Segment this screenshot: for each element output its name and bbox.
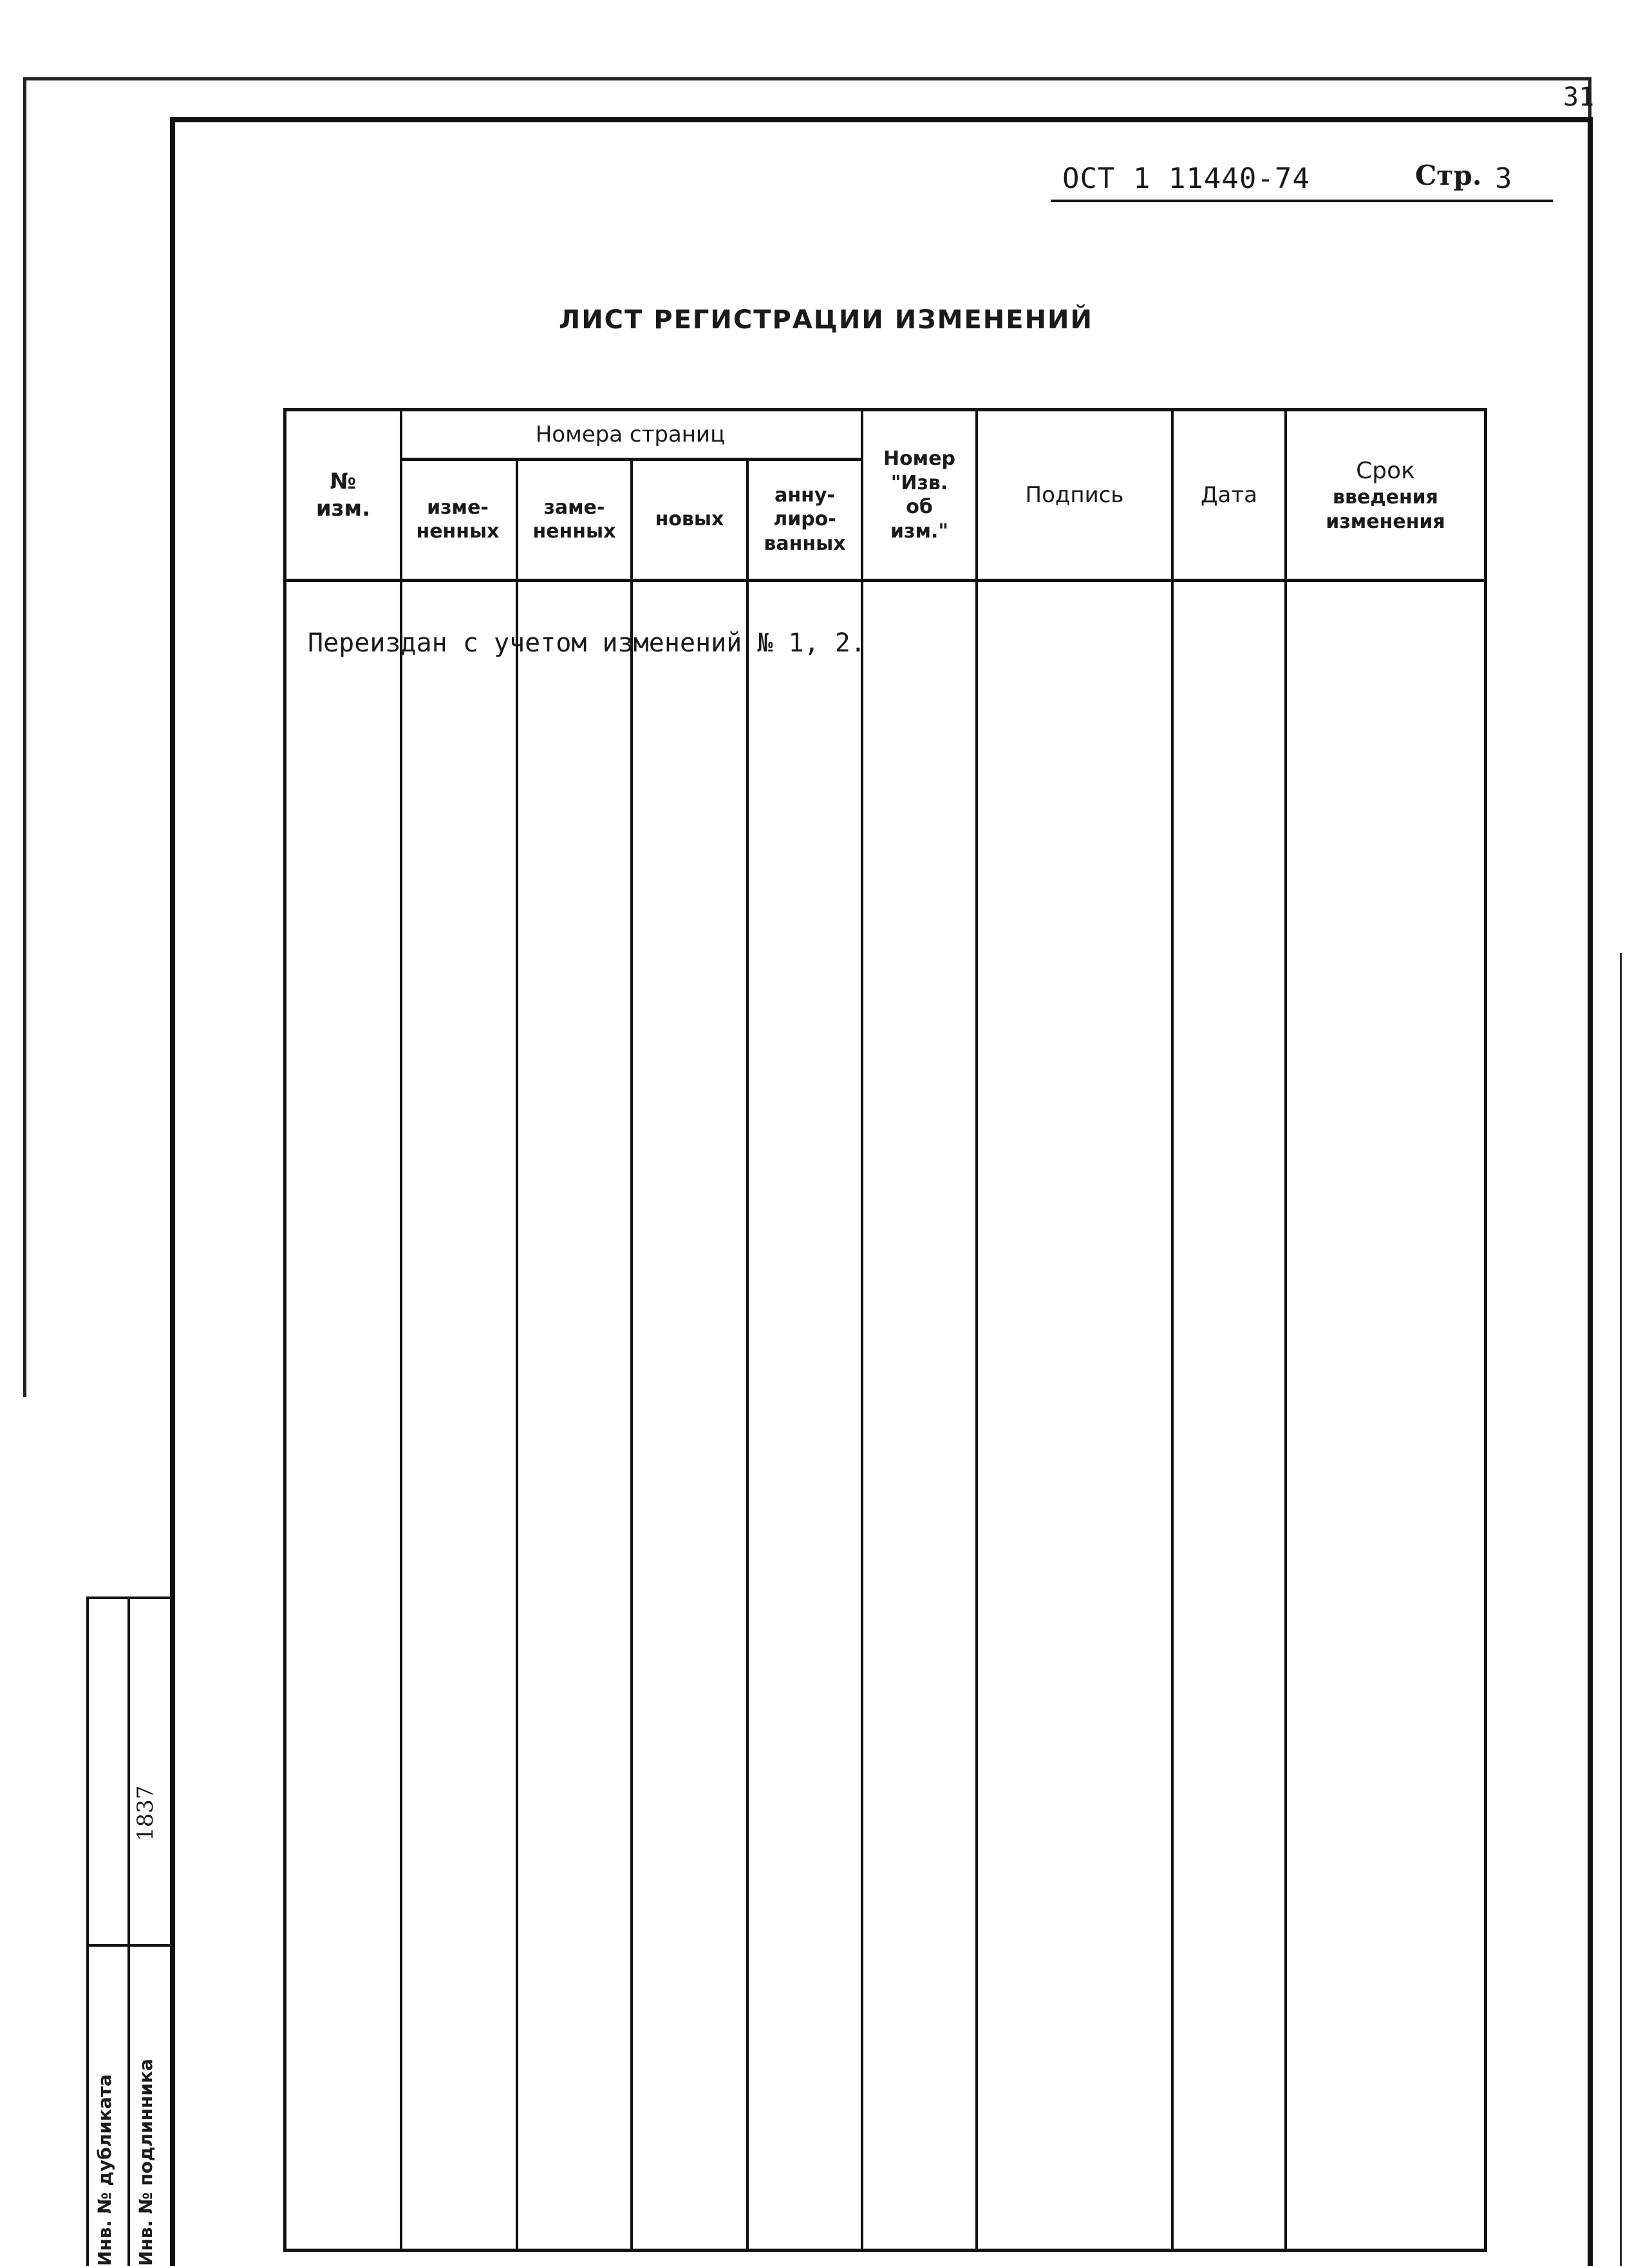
stamp-border — [86, 1596, 173, 1599]
col-divider — [861, 411, 863, 2249]
stamp-border — [86, 1944, 173, 1947]
header-bottom-rule — [286, 579, 1484, 582]
frame-inner-top — [173, 117, 1593, 122]
reissue-note: Переиздан с учетом изменений № 1, 2. — [308, 628, 866, 658]
frame-inner-right — [1588, 117, 1593, 2266]
col-divider — [1284, 411, 1287, 2249]
header-changed: изме- ненных — [416, 496, 500, 543]
original-inventory-number: 1837 — [133, 1785, 158, 1841]
inventory-stamp — [86, 1596, 173, 2266]
frame-outer-top — [23, 77, 1591, 80]
col-divider — [516, 459, 518, 2249]
sheet-number: 31 — [1563, 82, 1595, 112]
page-label: Стр. — [1415, 160, 1482, 191]
duplicate-inventory-label: Инв. № дубликата — [94, 2074, 115, 2266]
sheet-title: ЛИСТ РЕГИСТРАЦИИ ИЗМЕНЕНИЙ — [558, 305, 1094, 335]
header-notice-number: Номер "Изв. об изм." — [883, 447, 956, 543]
stamp-border — [127, 1596, 130, 2266]
header-change-no: № изм. — [315, 468, 371, 521]
col-divider — [400, 411, 402, 2249]
header-date: Дата — [1200, 482, 1258, 508]
change-registration-table — [283, 408, 1487, 2252]
header-term: Срок введения изменения — [1326, 458, 1445, 533]
header-page-numbers: Номера страниц — [535, 421, 726, 447]
document-code: ОСТ 1 11440-74 — [1062, 162, 1310, 195]
page-number: 3 — [1495, 162, 1512, 195]
col-divider — [975, 411, 978, 2249]
col-divider — [1171, 411, 1174, 2249]
header-signature: Подпись — [1025, 482, 1124, 508]
header-rule — [1051, 200, 1553, 202]
col-divider — [630, 459, 633, 2249]
frame-right-edge — [1620, 953, 1622, 2266]
original-inventory-label: Инв. № подлинника — [135, 2059, 156, 2266]
col-divider — [746, 459, 749, 2249]
header-annulled: анну- лиро- ванных — [764, 483, 846, 555]
frame-outer-left — [23, 77, 26, 1397]
header-replaced: заме- ненных — [532, 496, 616, 543]
stamp-border — [86, 1596, 89, 2266]
header-new: новых — [655, 508, 724, 531]
